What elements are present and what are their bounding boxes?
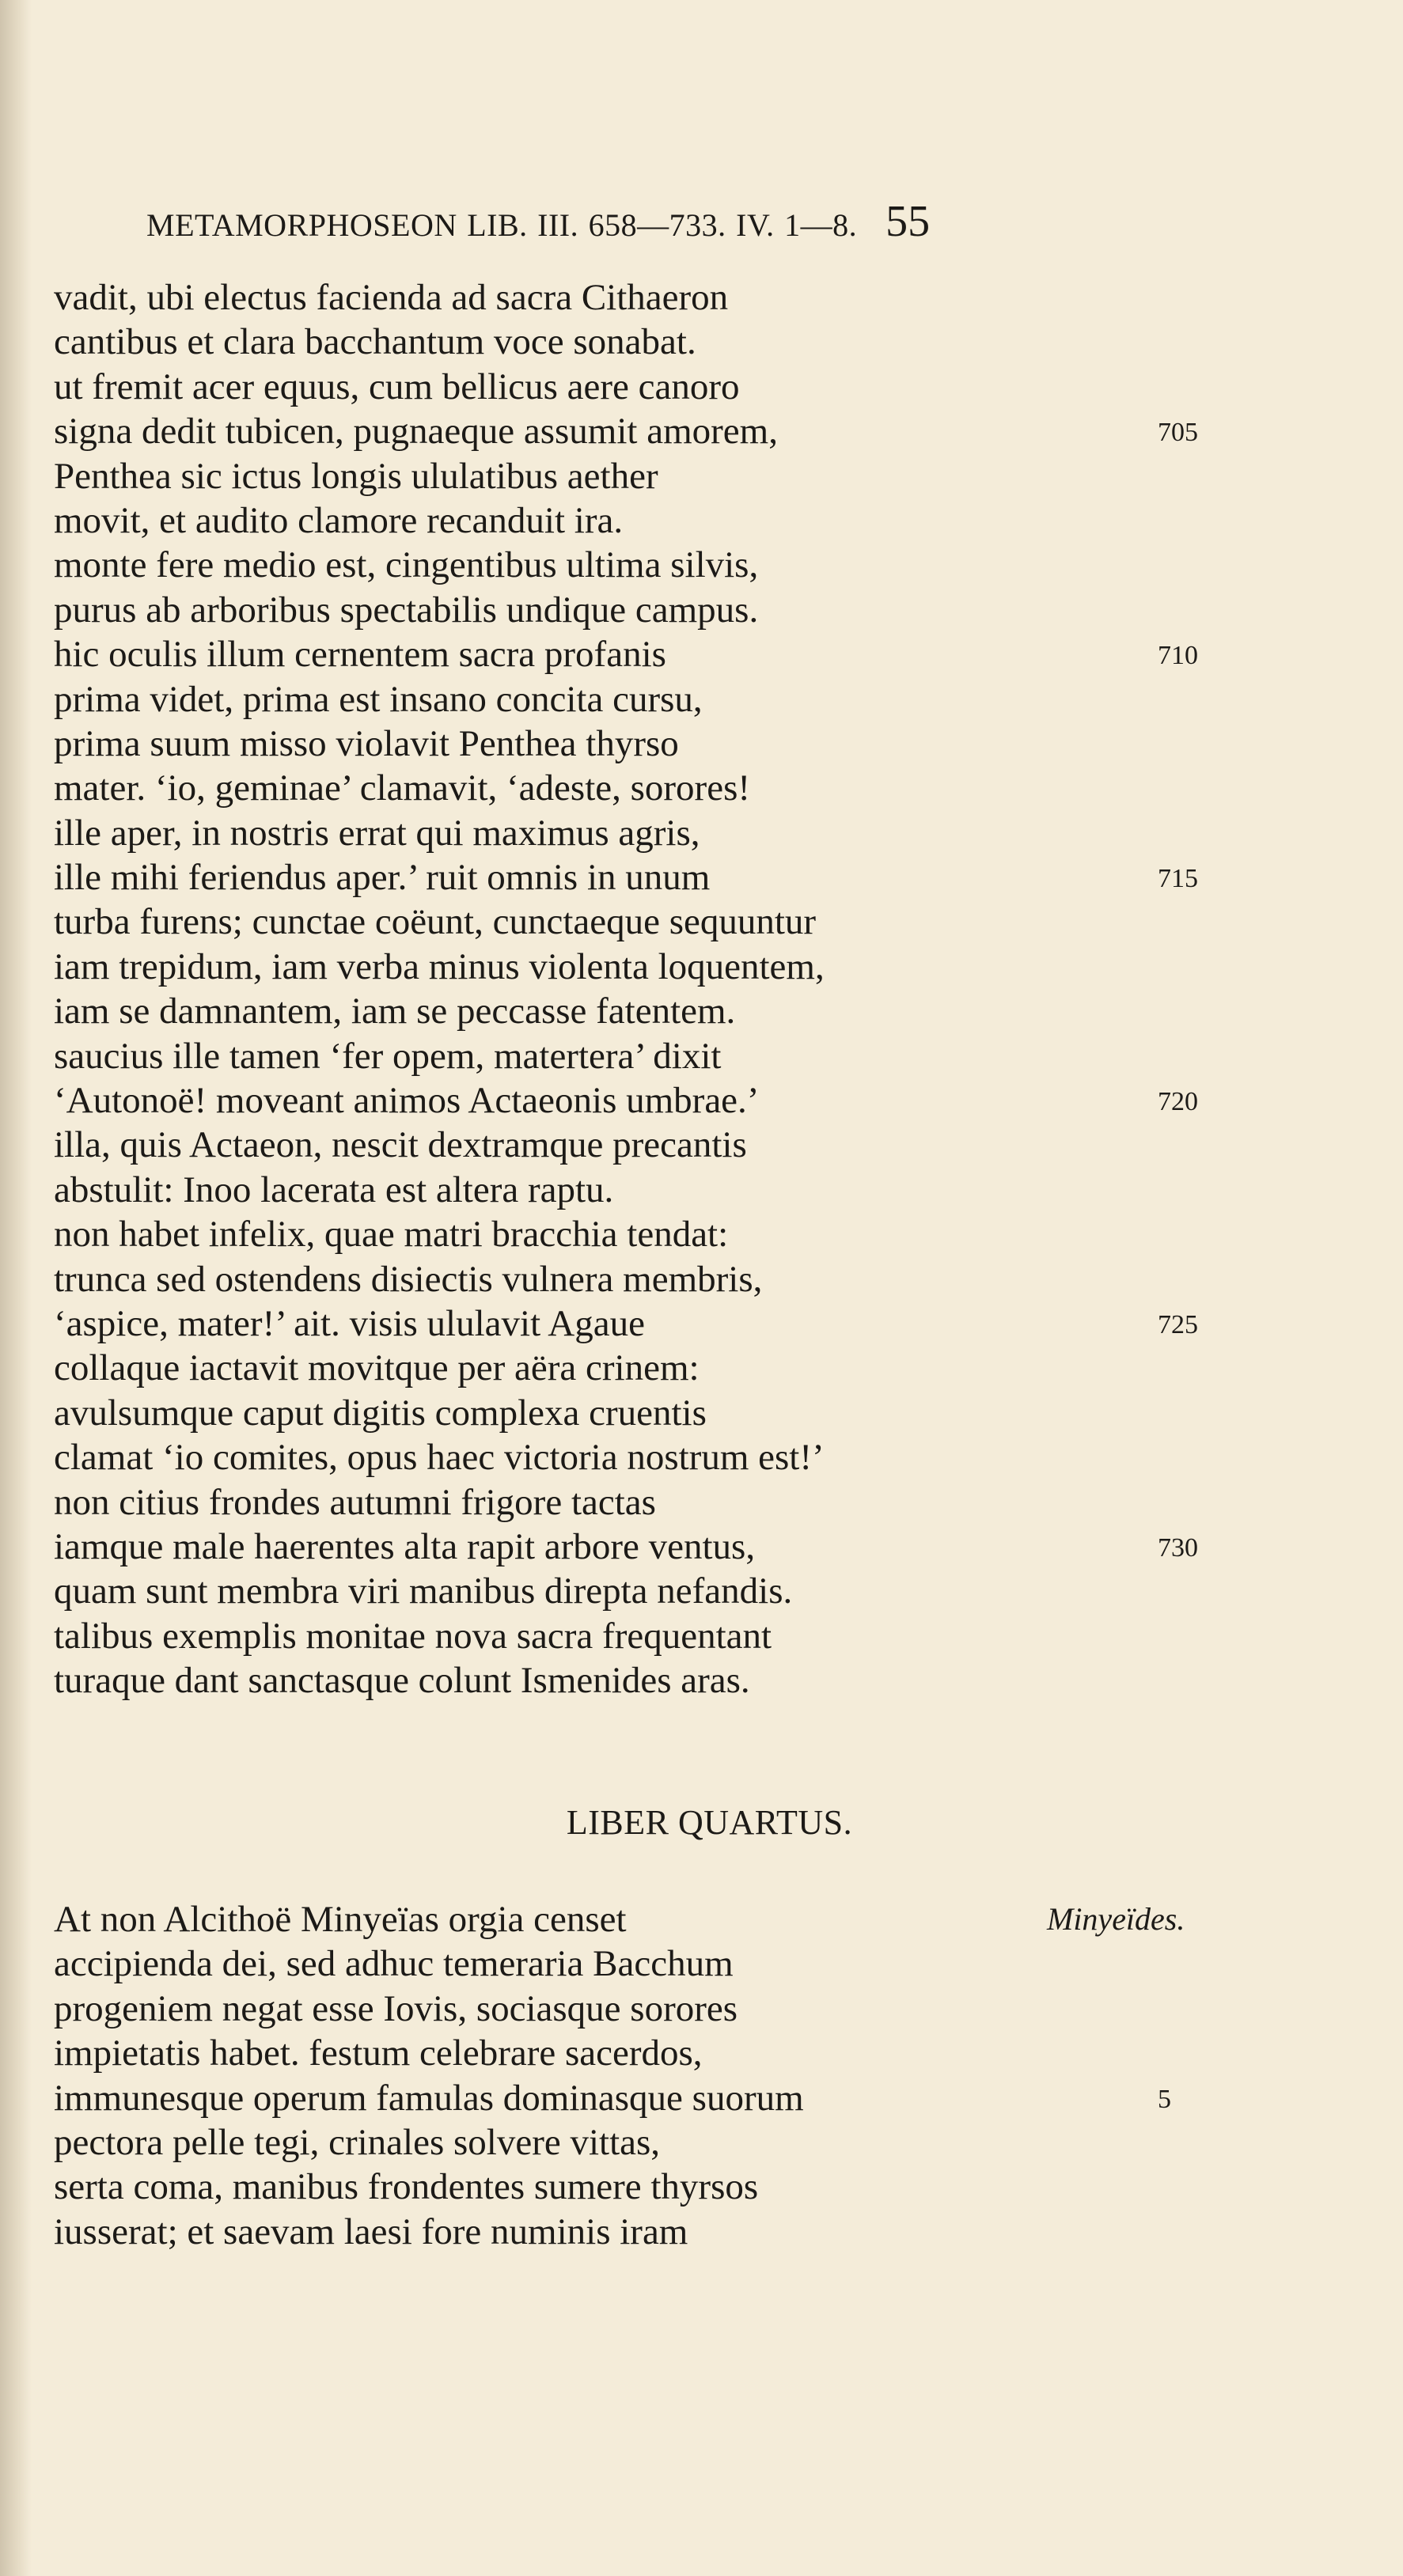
verse-text: hic oculis illum cernentem sacra profanis bbox=[54, 634, 666, 676]
verse-line bbox=[54, 1346, 1225, 1390]
verse-text: impietatis habet. festum celebrare sacerdos, bbox=[54, 2032, 703, 2074]
verse-line bbox=[54, 409, 1225, 453]
verse-line bbox=[54, 811, 1225, 855]
line-number: 705 bbox=[1158, 418, 1198, 448]
verse-line bbox=[54, 365, 1225, 409]
verse-text: iamque male haerentes alta rapit arbore ventus, bbox=[54, 1525, 756, 1567]
verse-text: trunca sed ostendens disiectis vulnera membris, bbox=[54, 1258, 763, 1300]
verse-text: iusserat; et saevam laesi fore numinis iram bbox=[54, 2210, 688, 2252]
verse-line bbox=[54, 588, 1225, 632]
verse-text: iam trepidum, iam verba minus violenta loquentem, bbox=[54, 945, 825, 987]
verse-line bbox=[54, 2076, 1225, 2120]
verse-line bbox=[54, 1391, 1225, 1435]
running-head: METAMORPHOSEON LIB. III. 658—733. IV. 1—8. bbox=[146, 207, 858, 243]
verse-line bbox=[54, 1897, 1225, 1941]
verse-text: prima suum misso violavit Penthea thyrso bbox=[54, 722, 679, 764]
verse-text: At non Alcithoë Minyeïas orgia censet bbox=[54, 1899, 627, 1940]
line-number: 720 bbox=[1158, 1087, 1198, 1117]
verse-text: ille mihi feriendus aper.’ ruit omnis in unum bbox=[54, 857, 711, 899]
verse-line bbox=[54, 454, 1225, 498]
side-note: Minyeïdes. bbox=[1047, 1901, 1185, 1937]
verse-line bbox=[54, 945, 1225, 989]
verse-line bbox=[54, 1569, 1225, 1613]
verse-text: clamat ‘io comites, opus haec victoria nostrum est!’ bbox=[54, 1437, 825, 1479]
verse-text: immunesque operum famulas dominasque suorum bbox=[54, 2077, 804, 2119]
verse-line bbox=[54, 1301, 1225, 1346]
verse-line bbox=[54, 766, 1225, 810]
verse-text: cantibus et clara bacchantum voce sonabat. bbox=[54, 321, 696, 363]
verse-text: ‘aspice, mater!’ ait. visis ululavit Agaue bbox=[54, 1302, 645, 1344]
verse-text: serta coma, manibus frondentes sumere thyrsos bbox=[54, 2166, 759, 2208]
verse-text: progeniem negat esse Iovis, sociasque sorores bbox=[54, 1987, 738, 2029]
verse-line bbox=[54, 1168, 1225, 1212]
verse-text: non citius frondes autumni frigore tactas bbox=[54, 1481, 656, 1523]
verse-line bbox=[54, 2210, 1225, 2254]
verse-line bbox=[54, 1525, 1225, 1569]
verse-line bbox=[54, 1658, 1225, 1703]
verse-line bbox=[54, 989, 1225, 1033]
verse-line bbox=[54, 1941, 1225, 1986]
verse-text: vadit, ubi electus facienda ad sacra Cithaeron bbox=[54, 277, 729, 318]
verse-text: prima videt, prima est insano concita cursu, bbox=[54, 678, 703, 720]
verse-text: non habet infelix, quae matri bracchia tendat: bbox=[54, 1214, 729, 1256]
verse-text: ‘Autonoë! moveant animos Actaeonis umbrae.’ bbox=[54, 1080, 760, 1122]
page-edge-shadow bbox=[0, 0, 32, 2576]
verse-line bbox=[54, 1034, 1225, 1078]
verse-text: monte fere medio est, cingentibus ultima silvis, bbox=[54, 544, 759, 586]
verse-line bbox=[54, 1212, 1225, 1256]
verse-line bbox=[54, 1614, 1225, 1658]
verse-text: pectora pelle tegi, crinales solvere vittas, bbox=[54, 2121, 661, 2163]
verse-line bbox=[54, 320, 1225, 364]
verse-text: mater. ‘io, geminae’ clamavit, ‘adeste, sorores! bbox=[54, 767, 751, 809]
book-title bbox=[0, 1802, 1403, 1843]
verse-text: Penthea sic ictus longis ululatibus aether bbox=[54, 455, 658, 497]
verse-line bbox=[54, 1987, 1225, 2031]
verse-line bbox=[54, 1435, 1225, 1479]
line-number: 5 bbox=[1158, 2084, 1171, 2114]
verse-text: abstulit: Inoo lacerata est altera raptu. bbox=[54, 1169, 614, 1210]
verse-text: quam sunt membra viri manibus direpta nefandis. bbox=[54, 1570, 793, 1612]
verse-text: movit, et audito clamore recanduit ira. bbox=[54, 499, 624, 541]
verse-text: saucius ille tamen ‘fer opem, matertera’ dixit bbox=[54, 1035, 722, 1077]
verse-text: ille aper, in nostris errat qui maximus agris, bbox=[54, 812, 700, 854]
verse-line bbox=[54, 855, 1225, 900]
book-title-text: LIBER QUARTUS. bbox=[566, 1803, 853, 1842]
book-iii-verses bbox=[54, 275, 1225, 1703]
verse-text: illa, quis Actaeon, nescit dextramque precantis bbox=[54, 1124, 747, 1166]
verse-text: iam se damnantem, iam se peccasse fatentem. bbox=[54, 991, 736, 1032]
verse-line bbox=[54, 1257, 1225, 1301]
verse-text: accipienda dei, sed adhuc temeraria Bacchum bbox=[54, 1943, 734, 1985]
verse-line bbox=[54, 1123, 1225, 1167]
verse-line bbox=[54, 1078, 1225, 1123]
verse-text: talibus exemplis monitae nova sacra frequentant bbox=[54, 1615, 772, 1657]
page-number: 55 bbox=[885, 197, 931, 246]
verse-line bbox=[54, 2120, 1225, 2165]
verse-line bbox=[54, 543, 1225, 587]
verse-text: collaque iactavit movitque per aëra crinem: bbox=[54, 1347, 700, 1389]
verse-text: turaque dant sanctasque colunt Ismenides aras. bbox=[54, 1660, 750, 1702]
verse-text: ut fremit acer equus, cum bellicus aere canoro bbox=[54, 366, 740, 407]
line-number: 725 bbox=[1158, 1309, 1198, 1339]
verse-line bbox=[54, 677, 1225, 722]
book-iv-verses bbox=[54, 1897, 1225, 2254]
verse-line bbox=[54, 722, 1225, 766]
verse-text: signa dedit tubicen, pugnaeque assumit amorem, bbox=[54, 411, 778, 453]
verse-text: avulsumque caput digitis complexa cruentis bbox=[54, 1392, 707, 1434]
verse-text: purus ab arboribus spectabilis undique campus. bbox=[54, 589, 759, 631]
line-number: 730 bbox=[1158, 1532, 1198, 1563]
verse-line bbox=[54, 2031, 1225, 2075]
verse-text: turba furens; cunctae coëunt, cunctaeque sequuntur bbox=[54, 901, 817, 943]
verse-line bbox=[54, 1480, 1225, 1525]
verse-line bbox=[54, 2165, 1225, 2209]
line-number: 715 bbox=[1158, 864, 1198, 894]
verse-line bbox=[54, 632, 1225, 676]
verse-line bbox=[54, 498, 1225, 543]
verse-line bbox=[54, 900, 1225, 944]
page-header bbox=[146, 196, 1143, 252]
verse-line bbox=[54, 275, 1225, 320]
line-number: 710 bbox=[1158, 641, 1198, 671]
